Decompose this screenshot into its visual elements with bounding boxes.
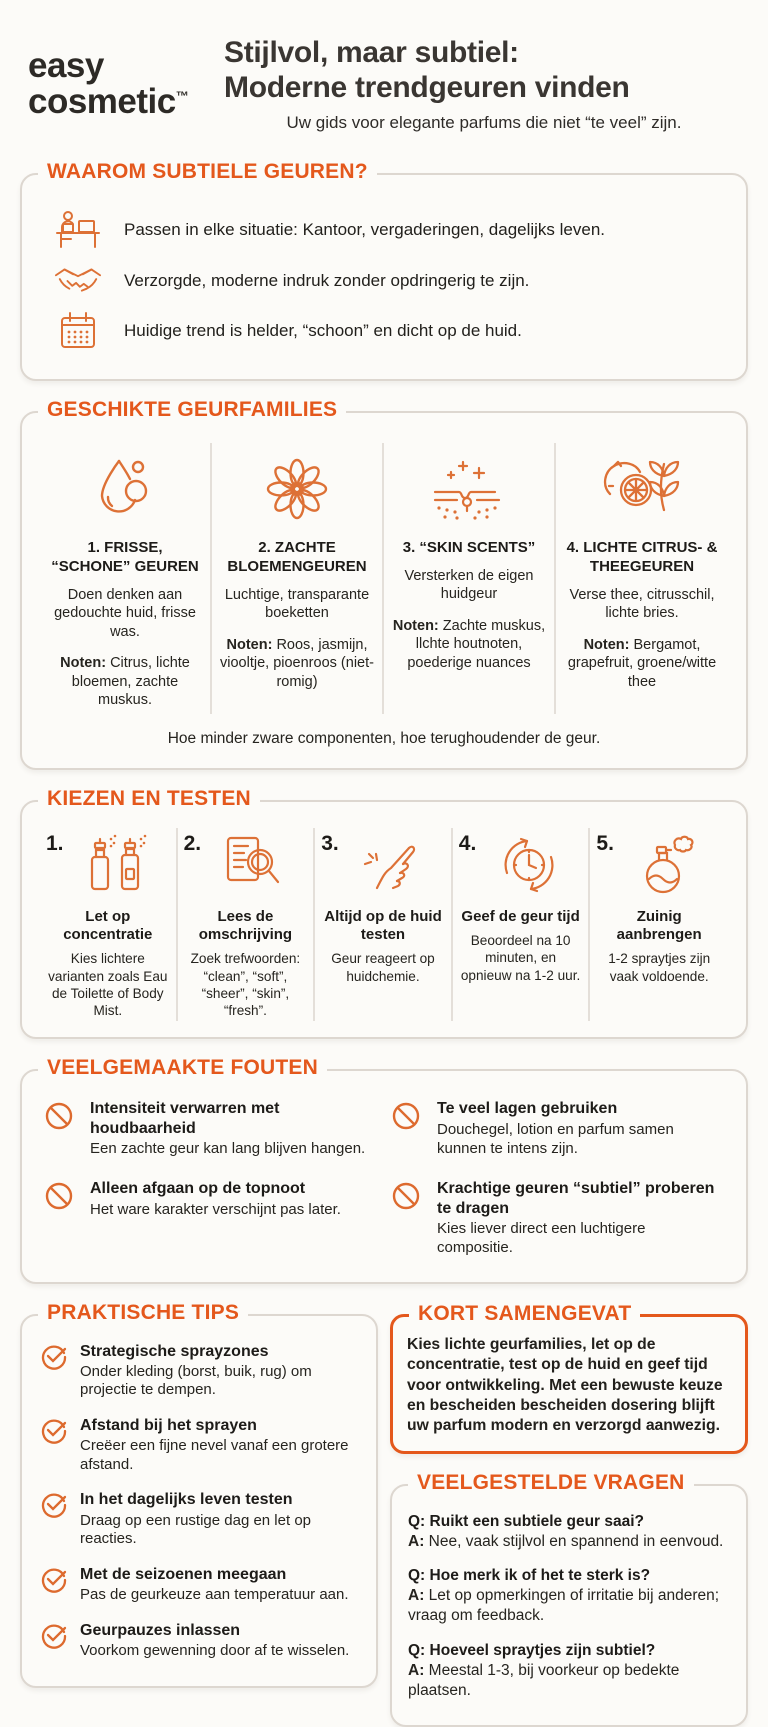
- faq-item: [408, 1512, 730, 1552]
- tip-desc: Onder kleding (borst, buik, rug) om projectie te dempen.: [80, 1362, 312, 1399]
- brand-logo: [28, 36, 224, 133]
- check-circle-icon: [40, 1342, 70, 1400]
- section-faq-title: VEELGESTELDE VRAGEN: [408, 1471, 694, 1495]
- step-title: Geef de geur tijd: [461, 907, 580, 925]
- family-notes: Noten: Roos, jasmijn, viooltje, pioenroos (niet-romig): [220, 636, 374, 690]
- tip-desc: Pas de geurkeuze aan temperatuur aan.: [80, 1586, 349, 1603]
- section-families-title: GESCHIKTE GEURFAMILIES: [38, 398, 346, 422]
- section-families: [20, 398, 748, 770]
- check-circle-icon: [40, 1416, 70, 1474]
- families-footer-note: Hoe minder zware componenten, hoe terughoudender de geur.: [167, 729, 601, 747]
- section-steps: [20, 786, 748, 1040]
- step-desc: Kies lichtere varianten zoals Eau de Toilette of Body Mist.: [48, 951, 168, 1019]
- mistake-title: Te veel lagen gebruiken: [437, 1100, 618, 1118]
- section-tips: [20, 1300, 378, 1689]
- check-circle-icon: [40, 1621, 70, 1661]
- family-column: [40, 443, 212, 714]
- water-drop-icon: [48, 447, 202, 531]
- step-title: Zuinig aanbrengen: [616, 907, 702, 944]
- mistake-desc: Douchegel, lotion en parfum samen kunnen te intens zijn.: [437, 1120, 674, 1157]
- section-why: [20, 160, 748, 381]
- citrus-tea-icon: [564, 447, 720, 531]
- section-faq: [390, 1470, 748, 1727]
- page-subtitle: Uw gids voor elegante parfums die niet “te veel” zijn.: [286, 113, 682, 132]
- family-title: 3. “SKIN SCENTS”: [402, 539, 536, 556]
- page-header: [0, 0, 768, 143]
- clock-refresh-icon: [476, 830, 582, 900]
- step-title: Let op concentratie: [63, 907, 153, 944]
- document-magnifier-icon: [201, 830, 307, 900]
- tip-item: [40, 1416, 358, 1474]
- tip-desc: Creëer een fijne nevel vanaf een grotere afstand.: [80, 1437, 349, 1473]
- hand-icon: [339, 830, 445, 900]
- step-desc: Geur reageert op huidchemie.: [331, 951, 435, 984]
- prohibited-icon: [44, 1179, 76, 1258]
- section-mistakes: [20, 1056, 748, 1283]
- step-number: 5.: [596, 831, 614, 855]
- family-desc: Verse thee, citrusschil, lichte bries.: [569, 586, 715, 622]
- family-column: [212, 443, 384, 714]
- tip-title: In het dagelijks leven testen: [80, 1491, 293, 1509]
- list-item: [54, 311, 722, 351]
- section-steps-title: KIEZEN EN TESTEN: [38, 787, 260, 811]
- family-title: 1. FRISSE, “SCHONE” GEUREN: [51, 539, 199, 575]
- faq-answer: A: Let op opmerkingen of irritatie bij anderen; vraag om feedback.: [408, 1587, 720, 1625]
- tip-item: [40, 1621, 358, 1661]
- mistake-title: Intensiteit verwarren met houdbaarheid: [90, 1100, 280, 1137]
- list-item: [54, 263, 722, 299]
- step-desc: 1-2 spraytjes zijn vaak voldoende.: [608, 951, 711, 984]
- faq-answer: A: Meestal 1-3, bij voorkeur op bedekte plaatsen.: [408, 1661, 680, 1699]
- page-title-line2: Moderne trendgeuren vinden: [224, 70, 630, 104]
- brand-logo-line1: easy: [28, 46, 104, 85]
- why-item-text: Verzorgde, moderne indruk zonder opdringerig te zijn.: [124, 271, 530, 290]
- handshake-icon: [54, 263, 102, 299]
- family-desc: Luchtige, transparante boeketten: [224, 586, 370, 622]
- step-title: Altijd op de huid testen: [324, 907, 442, 944]
- step-item: [178, 828, 316, 1022]
- families-grid: [40, 443, 728, 714]
- section-mistakes-title: VEELGEMAAKTE FOUTEN: [38, 1056, 327, 1080]
- why-item-text: Huidige trend is helder, “schoon” en dicht op de huid.: [124, 321, 522, 340]
- tip-title: Geurpauzes inlassen: [80, 1621, 241, 1639]
- faq-question: Q: Ruikt een subtiele geur saai?: [408, 1512, 645, 1530]
- step-number: 1.: [46, 831, 64, 855]
- tip-item: [40, 1490, 358, 1548]
- tip-desc: Draag op een rustige dag en let op reacties.: [80, 1511, 311, 1548]
- family-title: 2. ZACHTE BLOEMENGEUREN: [227, 539, 367, 575]
- prohibited-icon: [391, 1099, 423, 1159]
- section-summary-title: KORT SAMENGEVAT: [409, 1302, 640, 1326]
- page-title-line1: Stijlvol, maar subtiel:: [224, 36, 519, 69]
- prohibited-icon: [391, 1179, 423, 1258]
- step-item: [590, 828, 728, 1022]
- step-title: Lees de omschrijving: [198, 907, 293, 944]
- step-number: 3.: [321, 831, 339, 855]
- check-circle-icon: [40, 1490, 70, 1548]
- mistake-item: [44, 1099, 377, 1159]
- spray-bottles-icon: [64, 830, 170, 900]
- mistake-item: [44, 1179, 377, 1258]
- mistake-item: [391, 1179, 724, 1258]
- section-why-title: WAAROM SUBTIELE GEUREN?: [38, 160, 377, 184]
- mistake-title: Krachtige geuren “subtiel” proberen te dragen: [437, 1180, 715, 1217]
- bottom-right-column: [390, 1284, 748, 1727]
- family-column: [384, 443, 556, 714]
- mistake-desc: Een zachte geur kan lang blijven hangen.: [90, 1140, 366, 1158]
- desk-icon: [54, 209, 102, 251]
- family-desc: Versterken de eigen huidgeur: [404, 567, 534, 603]
- summary-text: Kies lichte geurfamilies, let op de concentratie, test op de huid en geef tijd voor ontwikkeling. Met een bewuste keuze en bescheiden bescheiden dosering blijft uw parfum modern en verzorgd aanwezig.: [407, 1335, 723, 1435]
- step-desc: Beoordeel na 10 minuten, en opnieuw na 1-2 uur.: [460, 933, 581, 983]
- section-tips-title: PRAKTISCHE TIPS: [38, 1301, 248, 1325]
- check-circle-icon: [40, 1565, 70, 1605]
- why-item-text: Passen in elke situatie: Kantoor, vergaderingen, dagelijks leven.: [124, 220, 606, 239]
- step-number: 4.: [458, 831, 477, 855]
- list-item: [54, 209, 722, 251]
- faq-item: [408, 1566, 730, 1625]
- mistake-item: [391, 1099, 724, 1159]
- tip-item: [40, 1342, 358, 1400]
- prohibited-icon: [44, 1099, 76, 1159]
- skin-sparkle-icon: [392, 447, 546, 531]
- mistake-desc: Het ware karakter verschijnt pas later.: [90, 1200, 341, 1218]
- bottom-row: [20, 1284, 748, 1727]
- faq-question: Q: Hoeveel spraytjes zijn subtiel?: [408, 1641, 656, 1659]
- faq-item: [408, 1641, 730, 1700]
- trademark-symbol: ™: [175, 88, 189, 104]
- tip-title: Afstand bij het sprayen: [80, 1417, 257, 1435]
- tip-title: Met de seizoenen meegaan: [80, 1565, 287, 1583]
- mistake-desc: Kies liever direct een luchtigere compositie.: [437, 1220, 646, 1256]
- step-item: [453, 828, 591, 1022]
- tip-desc: Voorkom gewenning door af te wisselen.: [80, 1641, 350, 1659]
- tip-item: [40, 1565, 358, 1605]
- faq-answer: A: Nee, vaak stijlvol en spannend in eenvoud.: [408, 1532, 724, 1550]
- tip-title: Strategische sprayzones: [80, 1342, 269, 1360]
- mistakes-grid: [40, 1095, 728, 1265]
- step-item: [40, 828, 178, 1022]
- section-summary: [390, 1301, 748, 1454]
- page-title: [224, 36, 744, 133]
- faq-question: Q: Hoe merk ik of het te sterk is?: [408, 1567, 651, 1585]
- family-column: [556, 443, 728, 714]
- step-item: [315, 828, 453, 1022]
- calendar-icon: [54, 311, 102, 351]
- flower-icon: [220, 447, 374, 531]
- step-desc: Zoek trefwoorden: “clean”, “soft”, “sheer”, “skin”, “fresh”.: [190, 951, 301, 1019]
- steps-grid: [40, 828, 728, 1022]
- brand-logo-line2: cosmetic™: [28, 81, 189, 121]
- step-number: 2.: [183, 831, 202, 855]
- family-notes: Noten: Bergamot, grapefruit, groene/witte thee: [567, 636, 717, 690]
- mistake-title: Alleen afgaan op de topnoot: [90, 1180, 306, 1198]
- family-notes: Noten: Zachte muskus, llchte houtnoten, poederige nuances: [392, 617, 546, 671]
- perfume-spray-icon: [614, 830, 722, 900]
- family-desc: Doen denken aan gedouchte huid, frisse was.: [54, 586, 196, 640]
- family-notes: Noten: Citrus, lichte bloemen, zachte muskus.: [60, 655, 190, 709]
- family-title: 4. LICHTE CITRUS- & THEEGEUREN: [566, 539, 718, 575]
